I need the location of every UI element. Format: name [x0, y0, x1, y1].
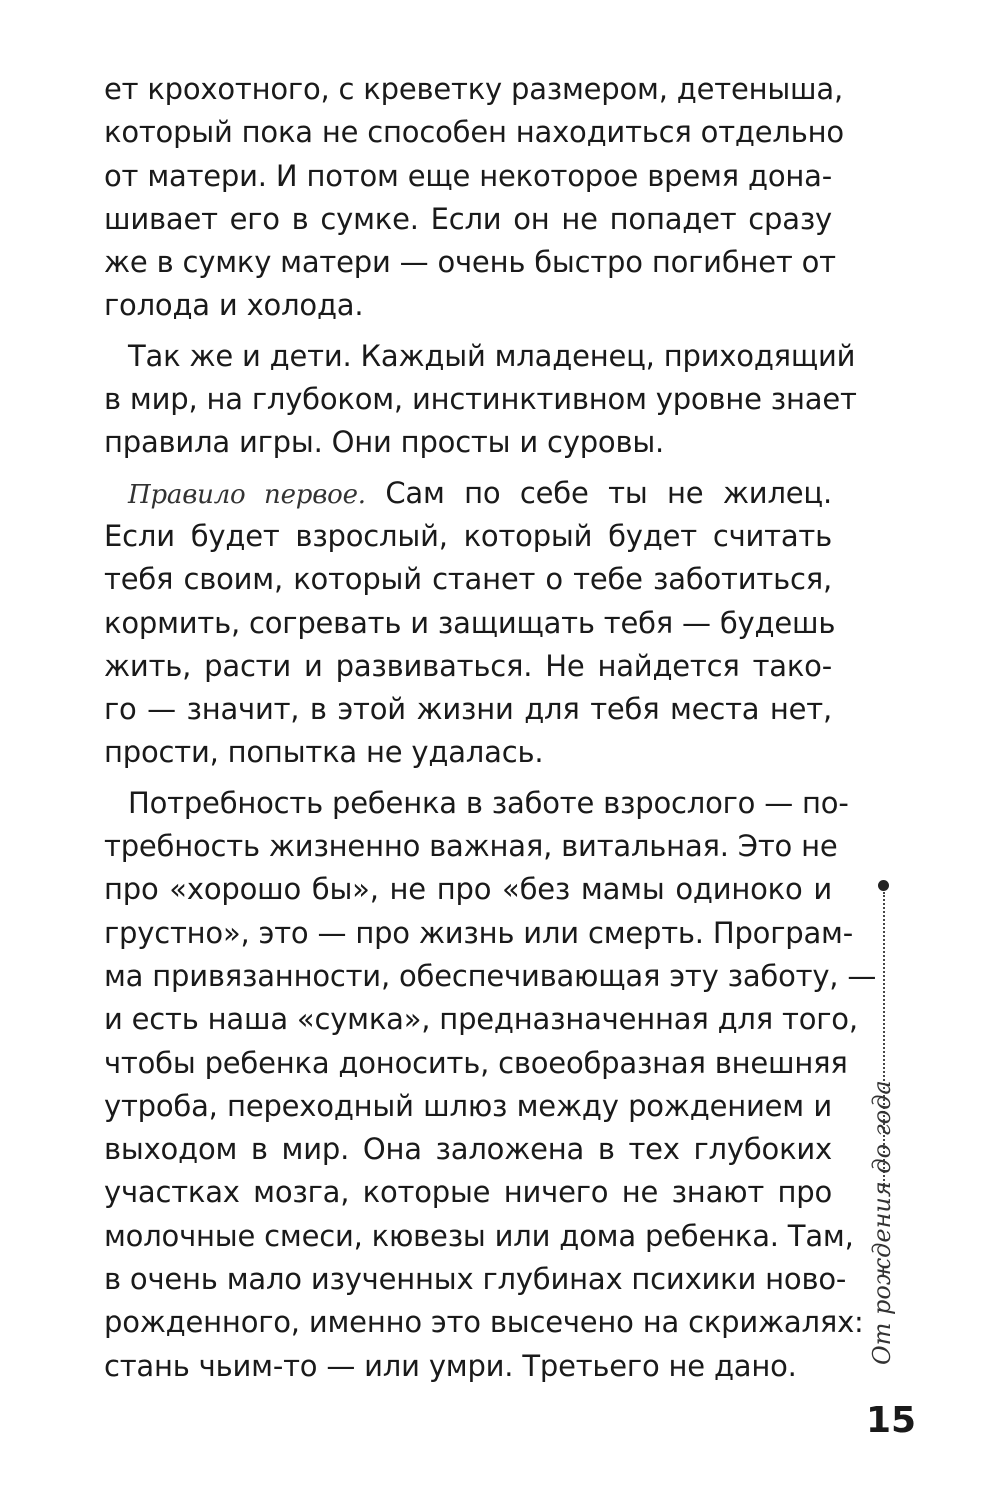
text-line: утроба, переходный шлюз между рождением и — [104, 1088, 832, 1123]
text-line: шивает его в сумке. Если он не попадет сразу — [104, 201, 832, 236]
text-line: правила игры. Они просты и суровы. — [104, 425, 665, 460]
text-line: жить, расти и развиваться. Не найдется тако- — [104, 648, 832, 683]
page-number: 15 — [866, 1400, 917, 1441]
text-line: прости, попытка не удалась. — [104, 735, 544, 770]
text-line: тебя своим, который станет о тебе заботиться, — [104, 562, 832, 597]
text-line: в мир, на глубоком, инстинктивном уровне знает — [104, 382, 857, 417]
rule-label: Правило первое. — [128, 479, 366, 510]
text-line: требность жизненно важная, витальная. Это не — [104, 829, 838, 864]
text-line: ма привязанности, обеспечивающая эту заботу, — — [104, 958, 877, 993]
text-line: чтобы ребенка доносить, своеобразная внешняя — [104, 1045, 848, 1080]
paragraph-2 — [104, 335, 857, 465]
paragraph-3 — [104, 472, 836, 775]
body-text — [104, 68, 877, 1395]
text-line: молочные смеси, кювезы или дома ребенка. Там, — [104, 1218, 854, 1253]
text-run: Сам по себе ты не жилец. — [365, 475, 832, 510]
text-line: от матери. И потом еще некоторое время дона- — [104, 158, 832, 193]
text-line: же в сумку матери — очень быстро погибнет от — [104, 245, 836, 280]
text-line: ет крохотного, с креветку размером, детеныша, — [104, 72, 843, 106]
text-line: Потребность ребенка в заботе взрослого — по- — [128, 785, 849, 820]
text-line: кормить, согревать и защищать тебя — будешь — [104, 605, 836, 640]
text-line: голода и холода. — [104, 288, 364, 323]
text-line: выходом в мир. Она заложена в тех глубоких — [104, 1132, 832, 1167]
text-line-with-rule-label — [104, 472, 832, 515]
text-line: Так же и дети. Каждый младенец, приходящий — [128, 338, 856, 373]
text-line: который пока не способен находиться отдельно — [104, 115, 844, 150]
text-line: рожденного, именно это высечено на скрижалях: — [104, 1305, 864, 1340]
text-line: и есть наша «сумка», предназначенная для того, — [104, 1002, 858, 1037]
paragraph-1 — [104, 68, 844, 328]
text-line: участках мозга, которые ничего не знают про — [104, 1175, 832, 1210]
text-line: стань чьим-то — или умри. Третьего не дано. — [104, 1348, 797, 1383]
text-line: про «хорошо бы», не про «без мамы одиноко и — [104, 872, 832, 907]
text-line: в очень мало изученных глубинах психики ново- — [104, 1262, 847, 1297]
bullet-dot — [878, 880, 889, 891]
paragraph-4 — [104, 782, 877, 1388]
text-line: го — значит, в этой жизни для тебя места нет, — [104, 692, 832, 727]
text-line: Если будет взрослый, который будет считать — [104, 518, 832, 553]
text-line: грустно», это — про жизнь или смерть. Програм- — [104, 915, 853, 950]
running-head — [866, 870, 906, 1370]
running-head-title: От рождения до года — [868, 1080, 896, 1365]
